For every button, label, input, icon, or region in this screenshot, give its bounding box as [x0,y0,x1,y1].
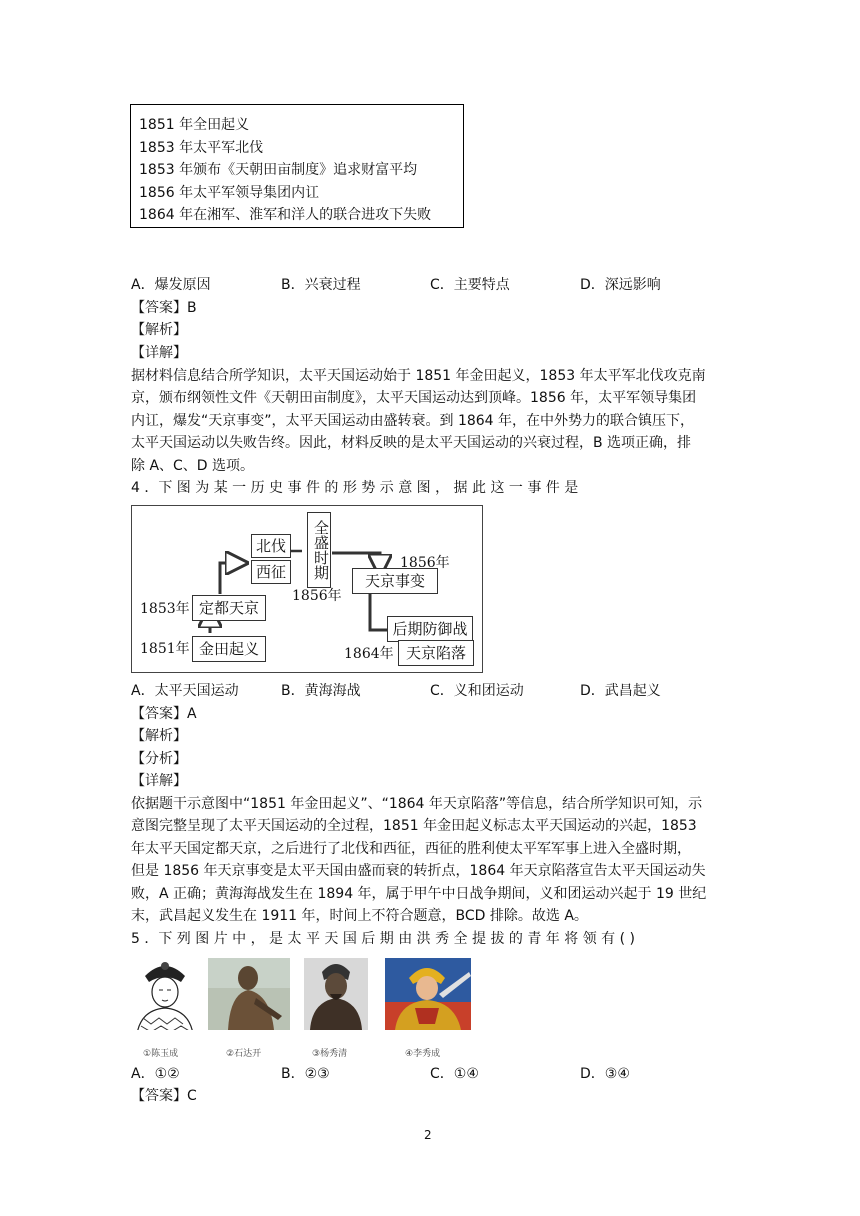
option-c: C．义和团运动 [430,683,524,699]
answer-label: 【答案】A [131,706,197,722]
option-c: C．①④ [430,1066,479,1082]
option-d: D．深远影响 [580,277,661,293]
portrait-chen-yucheng [131,958,199,1030]
detail-line: 意图完整呈现了太平天国运动的全过程，1851 年金田起义标志太平天国运动的兴起，1853 [131,818,697,834]
detail-line: 据材料信息结合所学知识，太平天国运动始于 1851 年金田起义，1853 年太平军北伐攻克南 [131,368,706,384]
option-a: A．太平天国运动 [131,683,239,699]
caption-2: ②石达开 [226,1049,262,1059]
option-c: C．主要特点 [430,277,510,293]
year-1864: 1864年 [344,646,394,662]
timeline-material-box [130,104,464,228]
option-a: A．①② [131,1066,180,1082]
portrait-yang-xiuqing [304,958,368,1030]
detail-line: 末，武昌起义发生在 1911 年，时间上不符合题意，BCD 排除。故选 A。 [131,908,588,924]
detail-line: 依据题干示意图中“1851 年金田起义”、“1864 年天京陷落”等信息，结合所学知识可知，示 [131,796,703,812]
box-xizheng: 西征 [251,560,291,584]
timeline-item: 1853 年颁布《天朝田亩制度》追求财富平均 [139,162,418,179]
year-1851: 1851年 [140,641,190,657]
detail-line: 败，A 正确；黄海海战发生在 1894 年，属于甲午中日战争期间，义和团运动兴起于 19 世纪 [131,886,707,902]
answer-label: 【答案】C [131,1088,197,1104]
timeline-item: 1856 年太平军领导集团内讧 [139,184,320,201]
box-quansheng: 全盛时期 [307,512,331,588]
year-1856-a: 1856年 [292,588,342,604]
caption-4: ④李秀成 [405,1049,441,1059]
detail-line: 年太平天国定都天京，之后进行了北伐和西征，西征的胜利使太平军军事上进入全盛时期， [131,841,691,857]
portrait-shi-dakai [208,958,290,1030]
detail-line: 京，颁布纲领性文件《天朝田亩制度》，太平天国运动达到顶峰。1856 年，太平军领导集团 [131,390,697,406]
fenxi-label: 【分析】 [131,751,187,767]
analysis-label: 【解析】 [131,728,187,744]
box-dingdu: 定都天京 [192,595,266,621]
box-xianluo: 天京陷落 [398,640,474,666]
option-a: A．爆发原因 [131,277,211,293]
caption-1: ①陈玉成 [143,1049,179,1059]
detail-label: 【详解】 [131,773,187,789]
year-1853: 1853年 [140,601,190,617]
option-b: B．兴衰过程 [281,277,361,293]
box-jintian: 金田起义 [192,636,266,662]
year-1856-b: 1856年 [400,555,450,571]
box-beifa: 北伐 [251,534,291,558]
question-4-stem: 4 ．下 图 为 某 一 历 史 事 件 的 形 势 示 意 图 ， 据 此 这 一 事 件 是 [131,480,579,496]
timeline-item: 1864 年在湘军、淮军和洋人的联合进攻下失败 [139,207,432,224]
answer-label: 【答案】B [131,300,197,316]
portrait-li-xiucheng [385,958,471,1030]
option-d: D．武昌起义 [580,683,661,699]
box-tianjing-event: 天京事变 [352,568,438,594]
detail-label: 【详解】 [131,345,187,361]
detail-line: 内讧，爆发“天京事变”，太平天国运动由盛转衰。到 1864 年，在中外势力的联合镇压下， [131,413,695,429]
question-5-stem: 5 ．下 列 图 片 中 ， 是 太 平 天 国 后 期 由 洪 秀 全 提 拔 的 青 年 将 领 有 ( ) [131,931,635,947]
page-number: 2 [424,1128,432,1142]
analysis-label: 【解析】 [131,322,187,338]
detail-line: 但是 1856 年天京事变是太平天国由盛而衰的转折点，1864 年天京陷落宣告太平天国运动失 [131,863,706,879]
box-houqi: 后期防御战 [387,616,473,642]
caption-3: ③杨秀清 [312,1049,348,1059]
option-d: D．③④ [580,1066,630,1082]
timeline-item: 1853 年太平军北伐 [139,139,264,156]
detail-line: 太平天国运动以失败告终。因此，材料反映的是太平天国运动的兴衰过程，B 选项正确，排 [131,435,692,451]
timeline-item: 1851 年全田起义 [139,117,250,133]
option-b: B．②③ [281,1066,330,1082]
option-b: B．黄海海战 [281,683,361,699]
detail-line: 除 A、C、D 选项。 [131,458,255,474]
taiping-situation-diagram [131,505,483,673]
